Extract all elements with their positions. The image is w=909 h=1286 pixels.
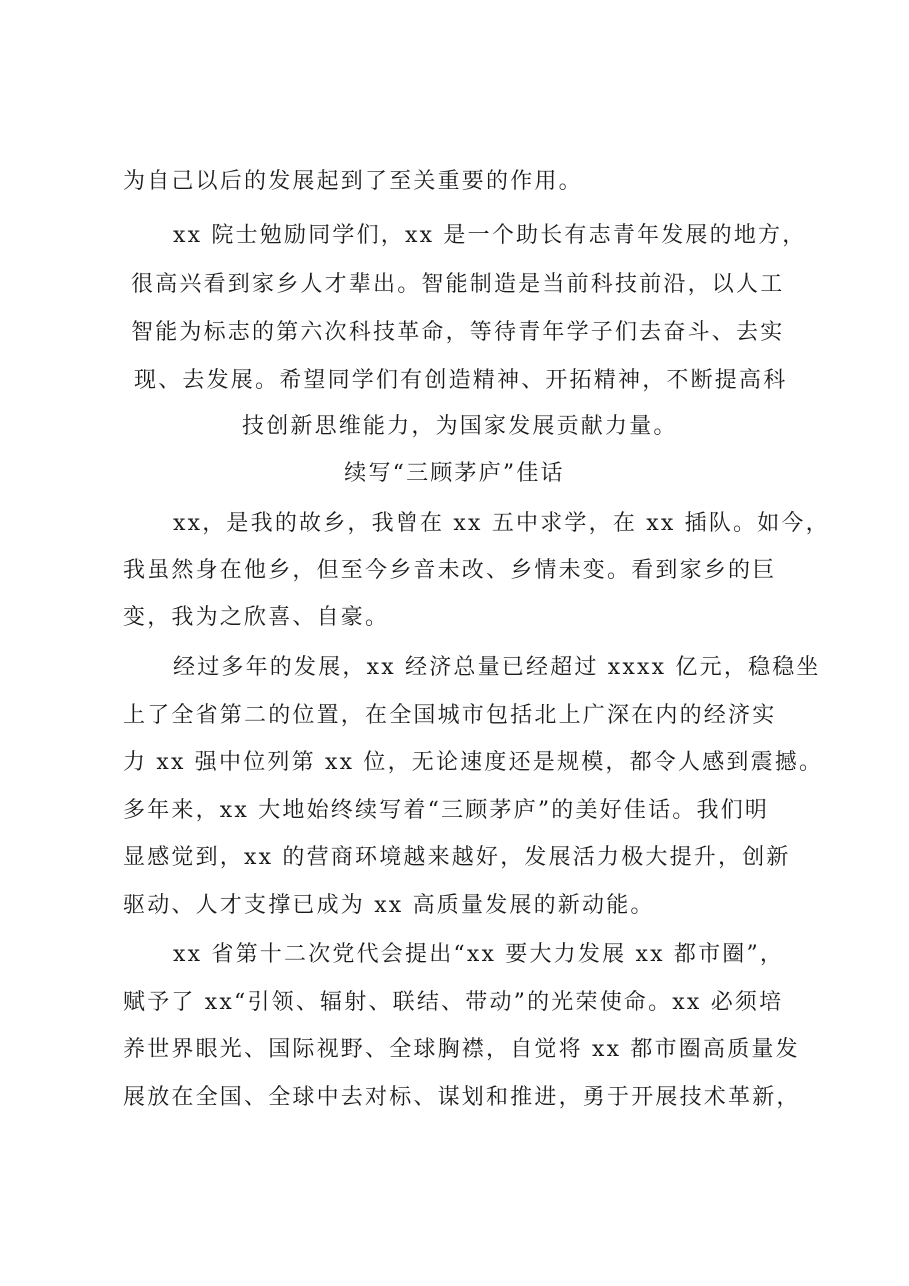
paragraph-line: 赋予了 xx“引领、辐射、联结、带动”的光荣使命。xx 必须培 xyxy=(123,990,784,1015)
paragraph-line: 我虽然身在他乡，但至今乡音未改、乡情未变。看到家乡的巨 xyxy=(123,558,777,583)
paragraph-line: 变，我为之欣喜、自豪。 xyxy=(123,605,390,630)
paragraph-line: 养世界眼光、国际视野、全球胸襟，自觉将 xx 都市圈高质量发 xyxy=(123,1037,800,1062)
section-heading: 续写“三顾茅庐”佳话 xyxy=(344,461,565,486)
paragraph-line: 很高兴看到家乡人才辈出。智能制造是当前科技前沿，以人工 xyxy=(131,272,785,297)
paragraph-line: 智能为标志的第六次科技革命，等待青年学子们去奋斗、去实 xyxy=(131,320,785,345)
paragraph-line: 多年来，xx 大地始终续写着“三顾茅庐”的美好佳话。我们明 xyxy=(123,798,770,823)
paragraph-line: 技创新思维能力，为国家发展贡献力量。 xyxy=(242,414,678,439)
paragraph-line: 显感觉到，xx 的营商环境越来越好，发展活力极大提升，创新 xyxy=(123,845,791,870)
paragraph-line: xx，是我的故乡，我曾在 xx 五中求学，在 xx 插队。如今， xyxy=(173,511,830,536)
paragraph-line: 经过多年的发展，xx 经济总量已经超过 xxxx 亿元，稳稳坐 xyxy=(173,655,821,680)
paragraph-line: 展放在全国、全球中去对标、谋划和推进，勇于开展技术革新， xyxy=(123,1085,801,1110)
paragraph-line: 驱动、人才支撑已成为 xx 高质量发展的新动能。 xyxy=(123,893,655,918)
paragraph-line: 现、去发展。希望同学们有创造精神、开拓精神，不断提高科 xyxy=(134,368,788,393)
paragraph-line: 为自己以后的发展起到了至关重要的作用。 xyxy=(123,169,583,194)
paragraph-line: 力 xx 强中位列第 xx 位，无论速度还是规模，都令人感到震撼。 xyxy=(123,750,824,775)
paragraph-line: xx 院士勉励同学们，xx 是一个助长有志青年发展的地方， xyxy=(173,223,807,248)
paragraph-line: 上了全省第二的位置，在全国城市包括北上广深在内的经济实 xyxy=(123,703,777,728)
paragraph-line: xx 省第十二次党代会提出“xx 要大力发展 xx 都市圈”， xyxy=(173,942,785,967)
